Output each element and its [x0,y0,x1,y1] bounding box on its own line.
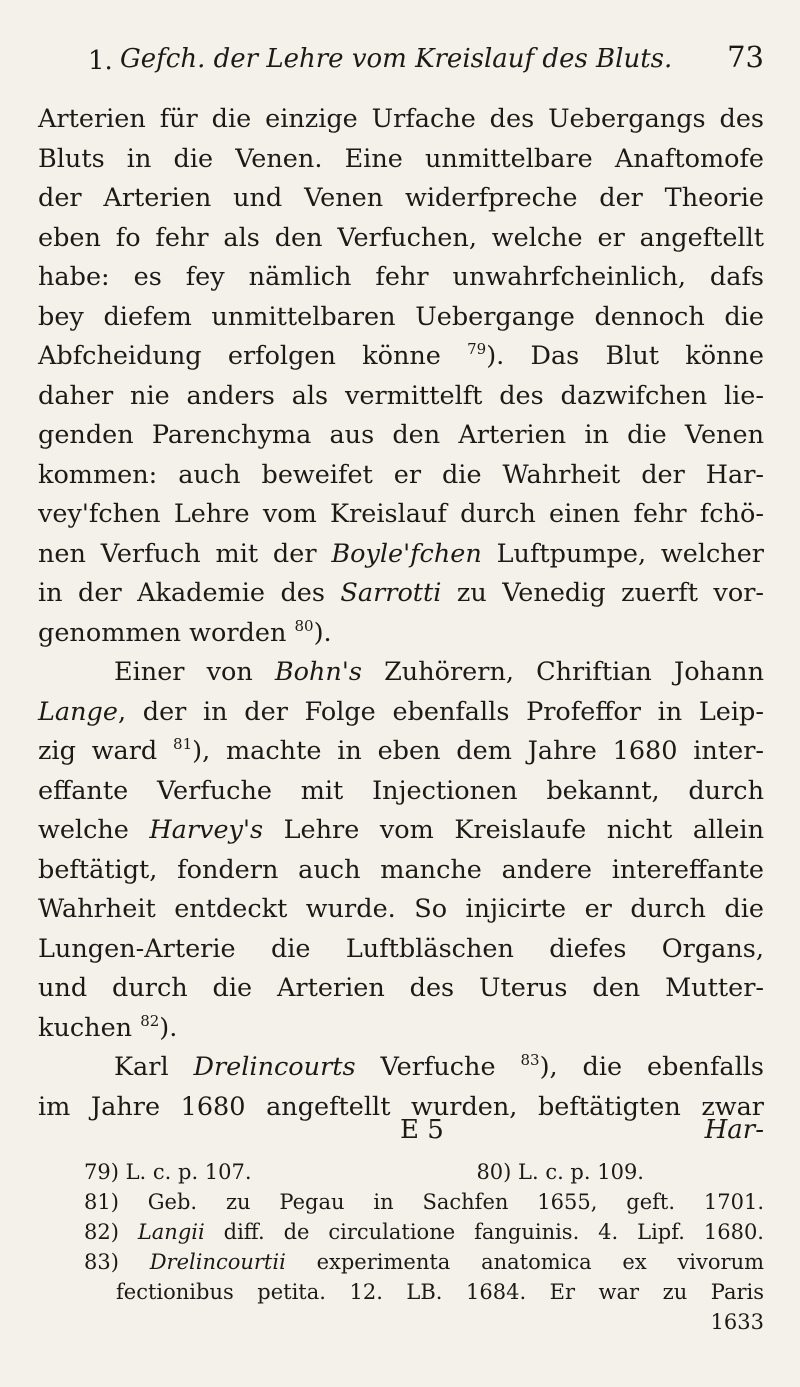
page-number: 73 [727,40,764,74]
italic-name: Drelincourts [193,1052,356,1082]
text-line: beftätigt, fondern auch manche andere intereffante [38,854,764,885]
text-line [38,337,764,377]
signature-mark: E 5 [400,1115,444,1145]
text-span: nen Verfuch mit der [38,538,317,569]
footnote-79: 79) L. c. p. 107. [84,1160,252,1184]
footnote-83-cont: fectionibus petita. 12. LB. 1684. Er war zu Paris [116,1280,764,1304]
italic-name: Langii [137,1220,205,1244]
text-line: effante Verfuche mit Injectionen bekannt, durch [38,775,764,806]
text-span: genommen worden [38,617,287,648]
text-line: Arterien für die einzige Urfache des Uebergangs des [38,104,764,134]
footnote-ref[interactable]: 79 [467,340,487,358]
footnotes [84,1157,764,1337]
text-line: Wahrheit entdeckt wurde. So injicirte er durch die [38,894,764,924]
chapter-number: 1. [88,46,113,76]
footnote-ref[interactable]: 82 [140,1011,160,1030]
text-line [38,1048,764,1088]
text-line: kommen: auch beweifet er die Wahrheit der Har- [38,459,764,490]
running-title: Gefch. der Lehre vom Kreislauf des Bluts. [120,44,673,74]
text-span: zig ward [38,736,158,766]
footnote-81: 81) Geb. zu Pegau in Sachfen 1655, geft. 1701. [84,1190,764,1214]
text-line [38,693,764,733]
footnote-80: 80) L. c. p. 109. [476,1160,644,1184]
text-span: Zuhörern, Chriftian Johann [384,657,765,687]
footnote-row [84,1157,764,1187]
text-span: Lehre vom Kreislaufe nicht allein [283,815,765,845]
text-line: habe: es fey nämlich fehr unwahrfcheinlich, dafs [38,262,764,292]
italic-name: Sarrotti [340,578,442,608]
italic-name: Boyle'fchen [331,538,482,569]
italic-name: Drelincourtii [149,1250,286,1274]
italic-name: Lange [38,696,118,727]
text-line [38,535,764,575]
footnote-ref[interactable]: 81 [173,735,193,753]
text-line: der Arterien und Venen widerfpreche der Theorie [38,183,764,213]
text-line [38,614,764,654]
text-span: in der Akademie des [38,578,325,608]
text-line [38,574,764,614]
running-header [88,42,764,88]
text-line [38,811,764,851]
text-line [38,1009,764,1049]
text-line: Lungen-Arterie die Luftbläschen diefes Organs, [38,933,764,964]
text-line [38,732,764,772]
italic-name: Harvey's [149,815,264,845]
text-line: und durch die Arterien des Uterus den Mutter- [38,973,764,1003]
text-span: ). Das Blut könne [486,341,764,371]
text-line: eben fo fehr als den Verfuchen, welche er angeftellt [38,222,764,253]
italic-name: Bohn's [274,657,362,687]
text-span: Luftpumpe, welcher [496,538,764,569]
text-line: Bluts in die Venen. Eine unmittelbare Anaftomofe [38,143,764,174]
text-span: experimenta anatomica ex vivorum [316,1250,765,1274]
text-span: welche [38,815,129,845]
footnote-83-end: 1633 [710,1310,764,1334]
text-span: , der in der Folge ebenfalls Profeffor in Leip- [117,696,764,727]
text-line: vey'fchen Lehre vom Kreislauf durch einen fehr fchö- [38,499,764,529]
text-line: im Jahre 1680 angeftellt wurden, beftätigten zwar [38,1091,764,1122]
text-line: bey diefem unmittelbaren Uebergange dennoch die [38,301,764,332]
catchword: Har- [704,1115,764,1145]
main-text [38,100,764,1127]
text-span: Einer von [114,657,253,687]
text-span: ), machte in eben dem Jahre 1680 inter- [192,736,764,766]
text-span: diff. de circulatione fanguinis. 4. Lipf. 1680. [223,1220,764,1244]
text-span: ). [159,1012,178,1043]
text-line: daher nie anders als vermittelft des dazwifchen lie- [38,380,764,411]
footnote-ref[interactable]: 83 [520,1051,540,1069]
footnote-82 [84,1217,764,1247]
text-line: genden Parenchyma aus den Arterien in die Venen [38,420,764,450]
signature-row [38,1115,764,1155]
text-span: kuchen [38,1012,133,1043]
footnote-83 [84,1247,764,1277]
text-span: zu Venedig zuerft vor- [456,578,764,608]
text-span: Abfcheidung erfolgen könne [38,341,441,371]
footnote-number: 83) [84,1250,119,1274]
text-span: ), die ebenfalls [539,1052,765,1082]
text-span: Verfuche [380,1052,496,1082]
text-line [38,653,764,693]
text-span: Karl [114,1052,169,1082]
footnote-ref[interactable]: 80 [294,616,314,635]
footnote-number: 82) [84,1220,119,1244]
text-span: ). [313,617,332,648]
